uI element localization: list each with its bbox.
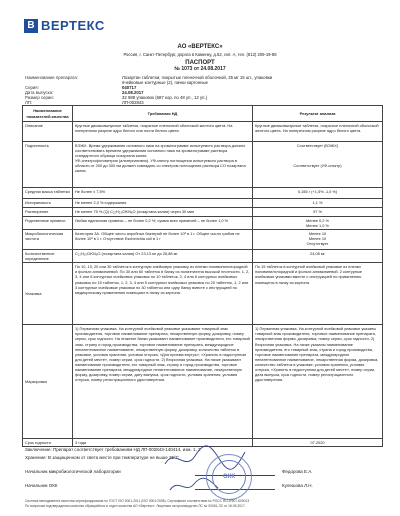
table-cell: Микробиологическая чистота [23, 230, 73, 250]
table-cell: По 15 таблеток в контурной ячейковой упаковке из пленки поливинилхлоридной и фольги алюминиевой. 2 контурные ячейковые упаковки вместе с инструкцией по применению помещены в пачку из картона. [253, 263, 383, 325]
info-value: 040717 [122, 85, 137, 90]
table-cell: Не менее 2,0 % содержания [73, 199, 253, 208]
info-label: Дата выпуска: [25, 90, 54, 95]
table-row [23, 250, 383, 263]
table-row [23, 325, 383, 439]
table-cell: Маркировка [23, 325, 73, 439]
table-cell: 24,08 мг [253, 250, 383, 263]
table-cell: 3 года [73, 439, 253, 447]
table-cell: 07.2020 [253, 439, 383, 447]
info-label: Наименование препарата: [25, 75, 78, 80]
table-cell: 1) Первичная упаковка. На контурной ячейковой упаковке указывают товарный знак производителя, торговое наименование препарата, лекарственную форму, дозировку, номер серии, срок годности. На этикетке банки указывают наименование производителя, его товарный знак, страну и город производства, торговое наименование препарата, международное непатентованное наименование, лекарственную форму, дозировку, количество таблеток в упаковке, условия хранения, условия отпуска, «Для приема внутрь», «Хранить в недоступном для детей месте», номер серии, срок годности. 2) Вторичная упаковка. На пачке указывают наименование производителя, его товарный знак, страну и город производства, торговое наименование препарата, международное непатентованное наименование, лекарственную форму, дозировку, номер серии, дату выпуска, срок годности, условия хранения, условия отпуска, номер регистрационного удостоверения. [73, 325, 253, 439]
table-cell: Категория 3А. Общее число аэробных бактерий не более 10³ в 1 г. Общее число грибов не более 10² в 1 г. Отсутствие Escherichia coli в 1 г [73, 230, 253, 250]
storage-line: Хранение: В защищенном от света месте при температуре не выше 25°С [25, 455, 180, 460]
info-value: Лозартан таблетки, покрытые пленочной оболочкой, 25 мг 15 шт., упаковки [122, 75, 273, 80]
table-cell: Родственные примеси [23, 217, 73, 230]
company-name: АО «ВЕРТЕКС» [177, 44, 223, 50]
logo-text: ВЕРТЕКС [41, 18, 105, 33]
table-cell: Средняя масса таблетки [23, 188, 73, 199]
table-row [23, 263, 383, 325]
table-row [23, 142, 383, 188]
footer-line: По вопросам подтверждения качества обращайтесь в отдел качества АО «Вертекс». Лицензия на производство ЛС № 00081-ЛС от 16.05.2017. [25, 504, 246, 508]
table-row [23, 122, 383, 142]
logo-mark: В [24, 19, 38, 33]
table-cell: Описание [23, 122, 73, 142]
doc-title: ПАСПОРТ [185, 60, 215, 66]
info-value: 24.08.2017 [122, 90, 144, 95]
signer-name: Федорова Е.А. [282, 469, 313, 474]
doc-number: № 1073 от 24.08.2017 [174, 66, 226, 72]
table-cell: Соответствует (ВЭЖХ) Соответствует (УФ-спектр) [253, 142, 383, 188]
column-header: Наименование показателей качества [23, 106, 73, 122]
table-cell: 1) Первичная упаковка. На контурной ячейковой упаковке указаны товарный знак производителя, торговое наименование препарата, лекарственная форма, дозировка, номер серии, срок годности. 2) Вторичная упаковка. На пачке указаны наименование производителя, его товарный знак, страна и город производства, торговое наименование препарата, международное непатентованное наименование, лекарственная форма, дозировка, количество таблеток в упаковке, условия хранения, условия отпуска, «Хранить в недоступном для детей месте», номер серии, дата выпуска, срок годности, номер регистрационного удостоверения. [253, 325, 383, 439]
table-cell: Круглые двояковыпуклые таблетки, покрытые пленочной оболочкой желтого цвета. На поперечном разрезе ядро белого или почти белого цвета. [73, 122, 253, 142]
column-header: Требования НД [73, 106, 253, 122]
table-row [23, 217, 383, 230]
table-row [23, 199, 383, 208]
table-row [23, 208, 383, 217]
quality-table [22, 105, 383, 447]
info-label: ЛП: [25, 99, 33, 105]
info-value: 32 988 упаковок (687 кор. по 48 уп., 12 уп.) [122, 95, 208, 100]
table-cell: 0,155 г (+1,5% -1,0 %) [253, 188, 383, 199]
table-cell: Круглые двояковыпуклые таблетки, покрытые пленочной оболочкой желтого цвета. На поперечном разрезе ядро белого цвета. [253, 122, 383, 142]
company-logo [24, 18, 105, 33]
table-cell: По 10, 15, 20 или 30 таблеток в контурную ячейковую упаковку из пленки поливинилхлоридной и фольги алюминиевой. По 30 или 60 таблеток в банку из полиэтилена высокой плотности. 1, 2, 3, 4 или 6 контурных ячейковых упаковок по 10 таблеток, 2, 4 или 6 контурных ячейковых упаковок по 15 таблеток, 1, 2, 3, 4 или 5 контурных ячейковых упаковок по 20 таблеток, 1, 2 или 3 контурные ячейковые упаковки по 30 таблеток или одну банку вместе с инструкцией по медицинскому применению помещают в пачку из картона. [73, 263, 253, 325]
info-label: Размер серии: [25, 95, 54, 100]
signer-role: Начальник микробиологической лаборатории [25, 469, 121, 474]
table-cell: Менее 10 Менее 10 Отсутствует [253, 230, 383, 250]
table-cell: C₂₂H₂₃ClKN₆O (лозартана калия) От 23,13 мг до 26,88 мг [73, 250, 253, 263]
table-cell: Не более ± 7,5% [73, 188, 253, 199]
footer-line: Система менеджмента качества сертифицирована по ГОСТ ISO 9001-2011 (ISO 9001:2008). Сертификат соответствия № РОСС RU.ИФ07.К00013 [25, 499, 250, 503]
table-cell: ВЭЖХ. Время удерживания основного пика на хроматограмме испытуемого раствора должно соответствовать времени удерживания основного пика на хроматограмме раствора стандартного образца лозартана калия. УФ-спектрофотометрия (альтернативно). УФ-спектр поглощения испытуемого раствора в области от 200 до 300 нм должен совпадать со спектром поглощения раствора СО лозартана калия. [73, 142, 253, 188]
table-cell: Не менее 75 % (Q) C₂₂H₂₃ClKN₆O (лозартана калия) через 30 мин [73, 208, 253, 217]
conclusion-line: Заключение: Препарат соответствует требованиям НД ЛП-002843-140414, изм. 1, 2 [25, 447, 201, 452]
info-value: ячейковые контурные (2), пачки картонные [122, 80, 209, 85]
table-cell: Любая единичная примесь – не более 0,2 %; сумма всех примесей – не более 1,0 % [73, 217, 253, 230]
table-cell: Количественное определение [23, 250, 73, 263]
table-cell: 1,1 % [253, 199, 383, 208]
signer-role: Начальник ОКК [25, 483, 58, 488]
table-cell: Срок годности [23, 439, 73, 447]
table-cell: Истираемость [23, 199, 73, 208]
column-header: Результат анализа [253, 106, 383, 122]
table-cell: 97 % [253, 208, 383, 217]
table-cell: Подлинность [23, 142, 73, 188]
table-header-row [23, 106, 383, 122]
signer-name: Кулешова Л.Н. [282, 483, 313, 488]
company-address: Россия, г. Санкт-Петербург, дорога в Каменку, д.62, лит. А, тел. (812) 209-19-86 [123, 52, 277, 57]
table-cell: Растворение [23, 208, 73, 217]
table-row [23, 188, 383, 199]
stamp-center: ОКК [212, 460, 246, 494]
table-cell: Менее 0,2 % Менее 1,0 % [253, 217, 383, 230]
info-value: ЛП-002843 [122, 99, 144, 105]
info-label: Серия: [25, 85, 39, 90]
table-cell: Упаковка [23, 263, 73, 325]
table-row [23, 230, 383, 250]
